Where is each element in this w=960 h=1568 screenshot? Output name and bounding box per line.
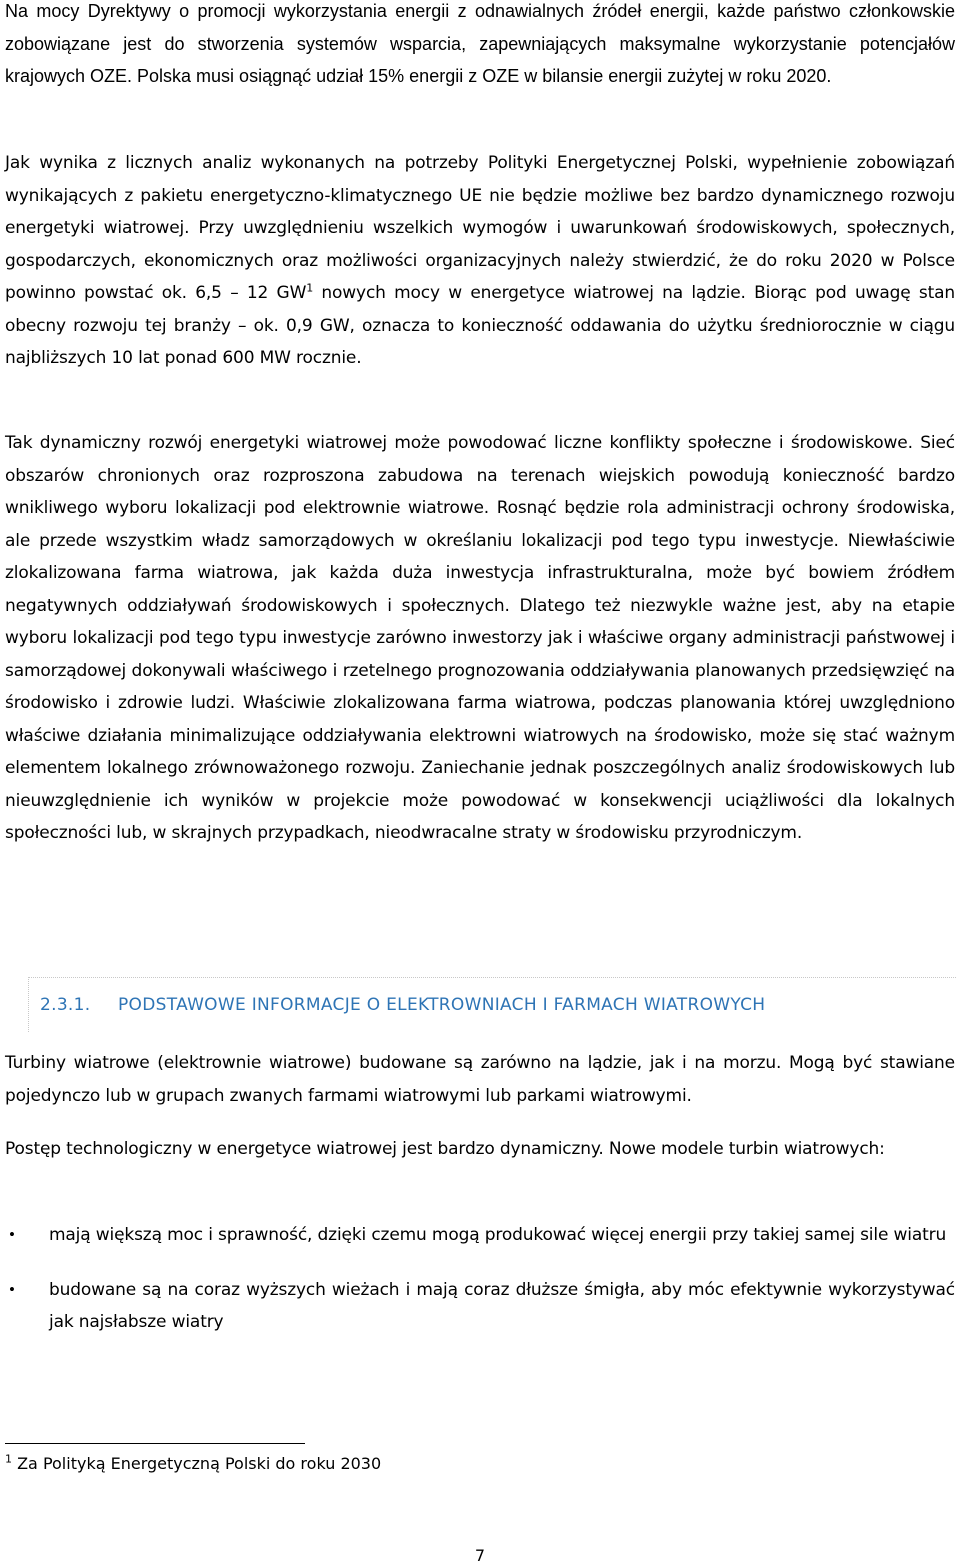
bullet-icon: • <box>9 1225 15 1244</box>
paragraph-directive: Na mocy Dyrektywy o promocji wykorzystania energii z odnawialnych źródeł energii, każde państwo członkowskie zobowiązane jest do stworzenia systemów wsparcia, zapewniających maksymalne wykorzystanie potencjałów krajowych OZE. Polska musi osiągnąć udział 15% energii z OZE w bilansie energii zużytej w roku 2020. <box>5 1 955 86</box>
bullet-icon: • <box>9 1279 15 1299</box>
paragraph-progress: Postęp technologiczny w energetyce wiatrowej jest bardzo dynamiczny. Nowe modele turbin wiatrowych: <box>5 1139 885 1159</box>
page-number: 7 <box>474 1546 486 1565</box>
footnote-text: Za Polityką Energetyczną Polski do roku 2030 <box>12 1454 382 1473</box>
paragraph-energy-policy-part-b: nowych mocy w energetyce wiatrowej na lądzie. Biorąc pod uwagę stan obecny rozwoju tej branży – ok. 0,9 GW, oznacza to konieczność oddawania do użytku średniorocznie w ciągu najbliższych 10 lat ponad 600 MW rocznie. <box>5 283 955 368</box>
section-number: 2.3.1. <box>40 995 91 1015</box>
section-title: PODSTAWOWE INFORMACJE O ELEKTROWNIACH I FARMACH WIATROWYCH <box>118 995 766 1015</box>
bullet-list <box>5 1219 955 1361</box>
footnote-reference[interactable]: 1 <box>306 281 314 295</box>
paragraph-turbines: Turbiny wiatrowe (elektrownie wiatrowe) budowane są zarówno na lądzie, jak i na morzu. Mogą być stawiane pojedynczo lub w grupach zwanych farmami wiatrowymi lub parkami wiatrowymi. <box>5 1053 955 1106</box>
paragraph-energy-policy <box>5 147 955 375</box>
list-item-text: budowane są na coraz wyższych wieżach i mają coraz dłuższe śmigła, aby móc efektywnie wykorzystywać jak najsłabsze wiatry <box>49 1279 955 1332</box>
list-item <box>5 1219 955 1252</box>
list-item <box>5 1274 955 1339</box>
footnote-number: 1 <box>5 1452 12 1466</box>
section-heading <box>28 977 956 1032</box>
paragraph-conflicts: Tak dynamiczny rozwój energetyki wiatrowej może powodować liczne konflikty społeczne i środowiskowe. Sieć obszarów chronionych oraz rozproszona zabudowa na terenach wiejskich powodują konieczność bardzo wnikliwego wyboru lokalizacji pod elektrownie wiatrowe. Rosnąć będzie rola administracji ochrony środowiska, ale przede wszystkim władz samorządowych w określaniu lokalizacji pod tego typu inwestycje. Niewłaściwie zlokalizowana farma wiatrowa, jak każda duża inwestycja infrastrukturalna, może być bowiem źródłem negatywnych oddziaływań środowiskowych i społecznych. Dlatego też niezwykle ważne jest, aby na etapie wyboru lokalizacji pod tego typu inwestycje zarówno inwestorzy jak i właściwe organy administracji państwowej i samorządowej dokonywali właściwego i rzetelnego prognozowania oddziaływania planowanych przedsięwzięć na środowisko i zdrowie ludzi. Właściwie zlokalizowana farma wiatrowa, podczas planowania której uwzględniono właściwe działania minimalizujące oddziaływania elektrowni wiatrowych na środowisko, może się stać ważnym elementem lokalnego zrównoważonego rozwoju. Zaniechanie jednak poszczególnych analiz środowiskowych lub nieuwzględnienie ich wyników w projekcie może powodować w konsekwencji uciążliwości dla lokalnych społeczności lub, w skrajnych przypadkach, nieodwracalne straty w środowisku przyrodniczym. <box>5 433 955 843</box>
list-item-text: mają większą moc i sprawność, dzięki czemu mogą produkować więcej energii przy takiej samej sile wiatru <box>49 1225 947 1245</box>
paragraph-energy-policy-part-a: Jak wynika z licznych analiz wykonanych na potrzeby Polityki Energetycznej Polski, wypełnienie zobowiązań wynikających z pakietu energetyczno-klimatycznego UE nie będzie możliwe bez bardzo dynamicznego rozwoju energetyki wiatrowej. Przy uwzględnieniu wszelkich wymogów i uwarunkowań środowiskowych, społecznych, gospodarczych, ekonomicznych oraz możliwości organizacyjnych należy stwierdzić, że do roku 2020 w Polsce powinno powstać ok. 6,5 – 12 GW <box>5 153 955 303</box>
footnote-separator <box>5 1443 305 1444</box>
footnote <box>5 1451 381 1477</box>
